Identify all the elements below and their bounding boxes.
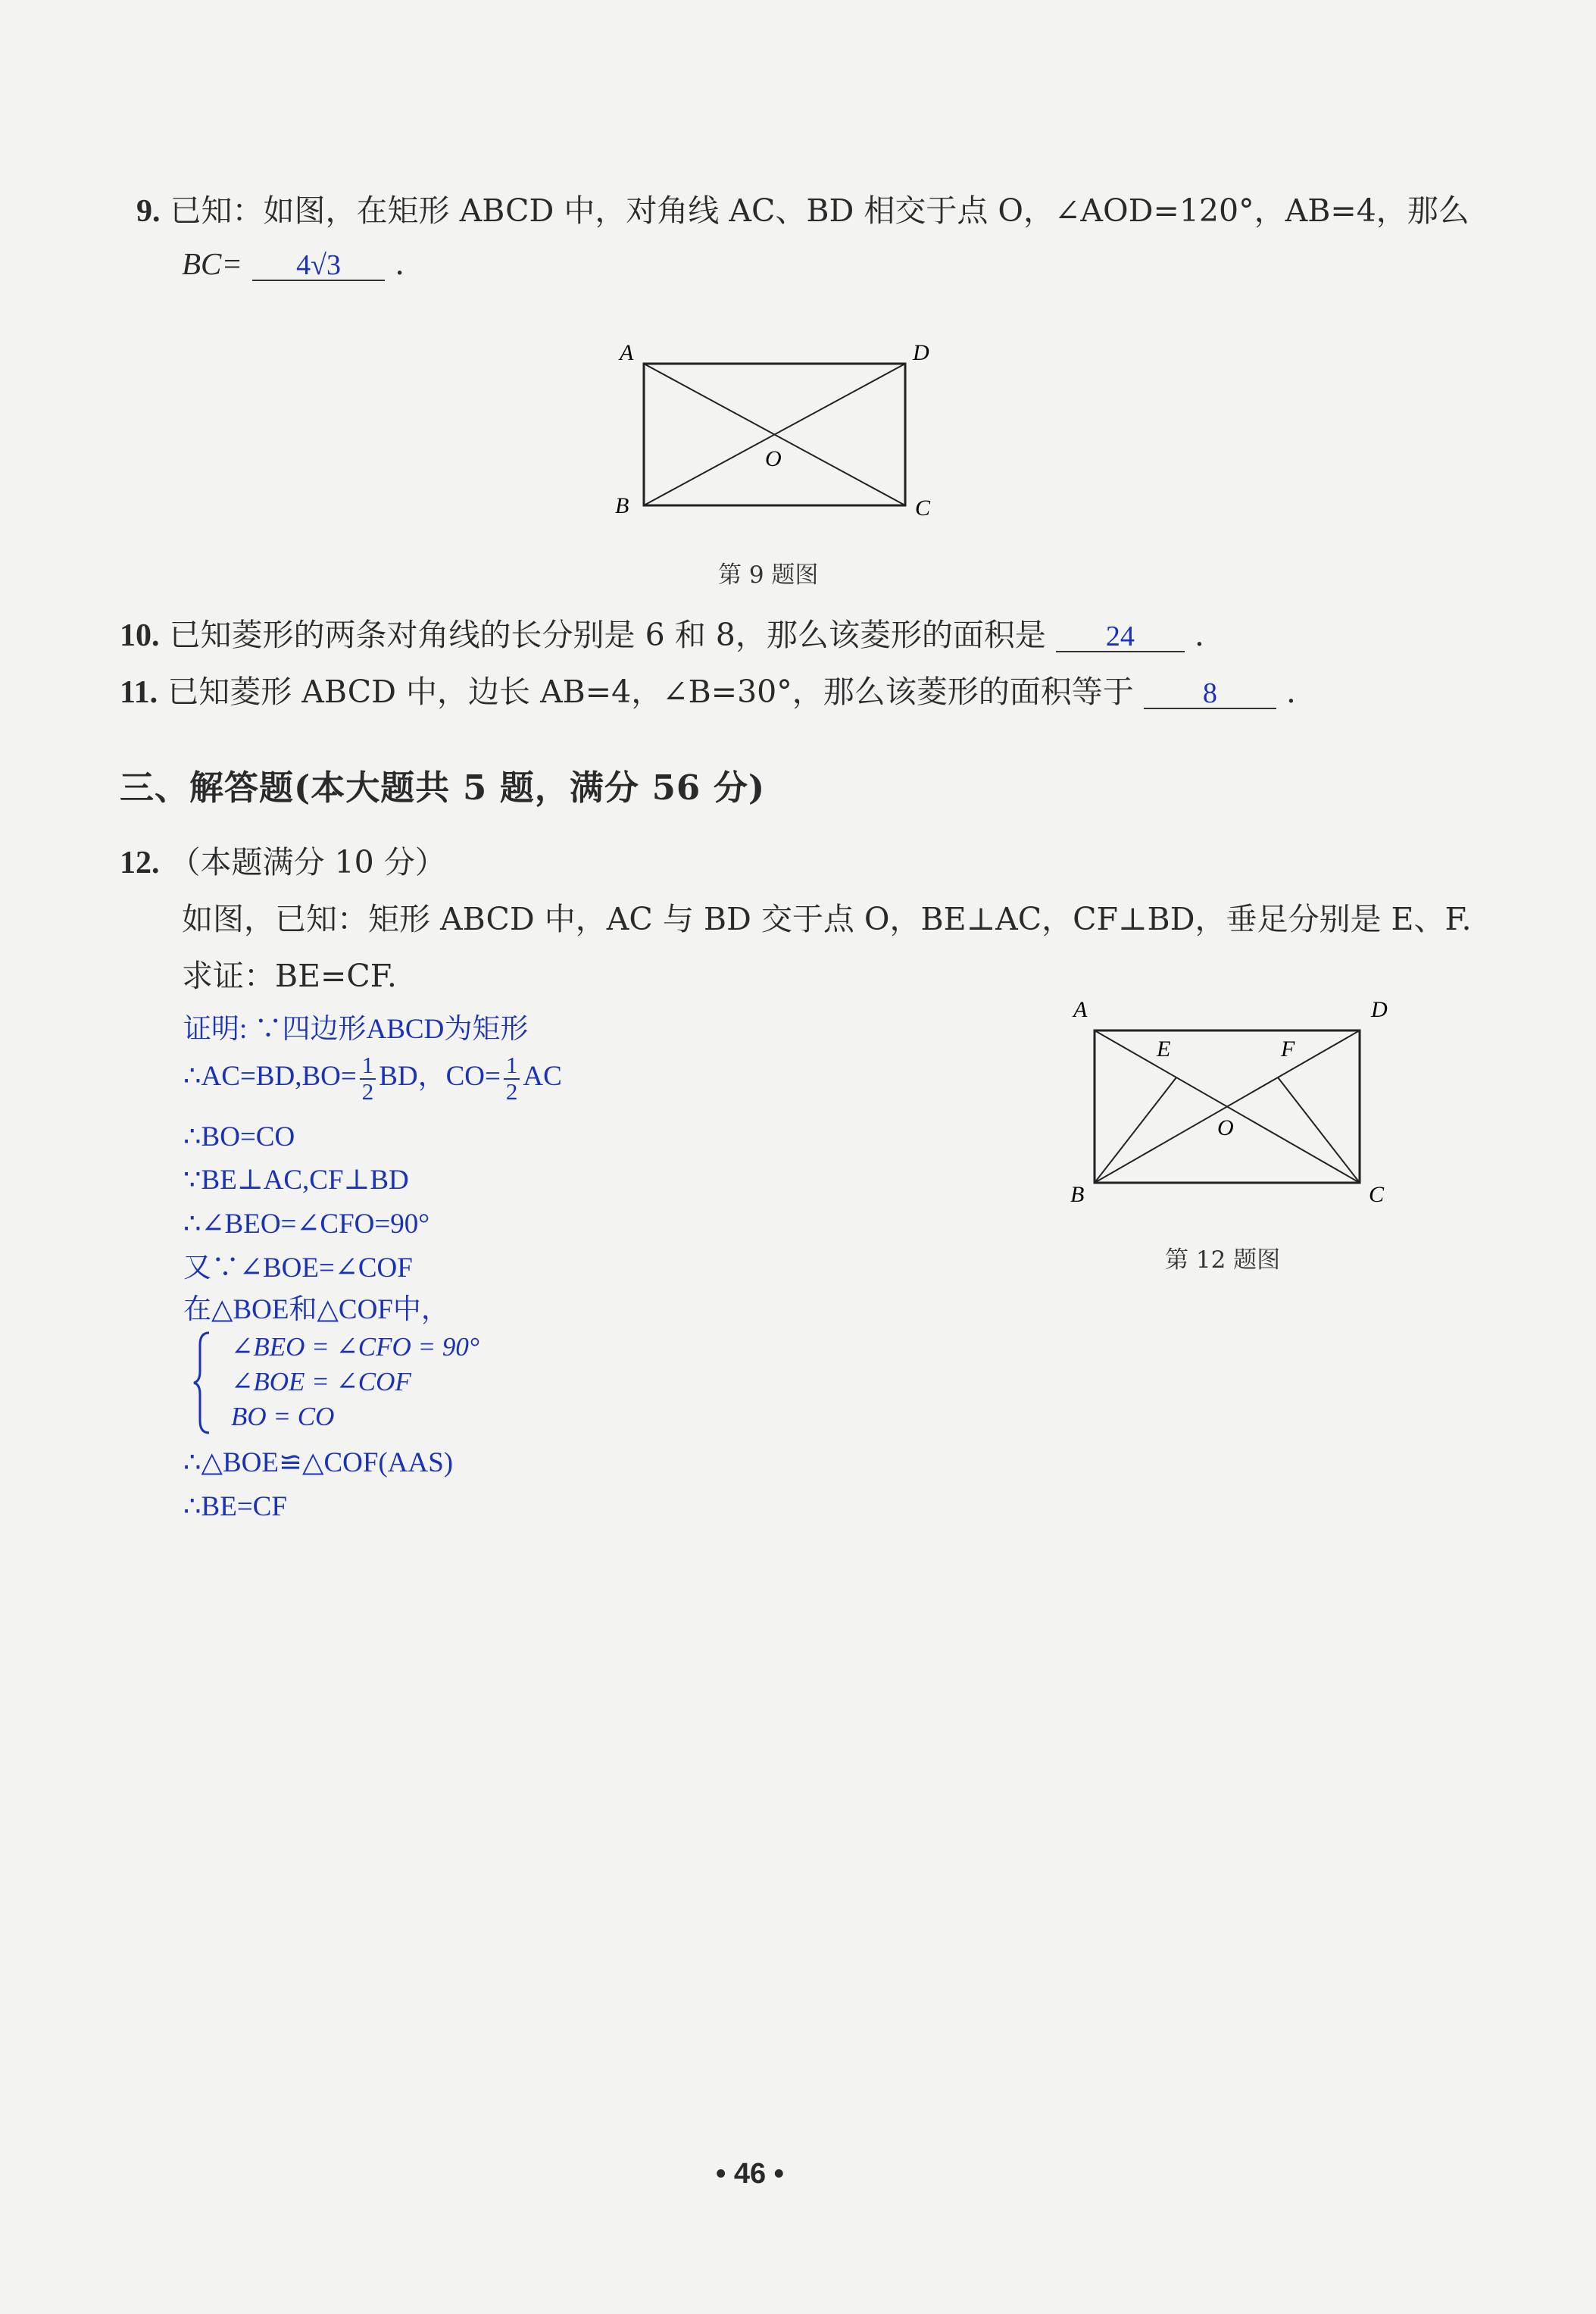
q12-number: 12. — [120, 846, 160, 880]
proof-line-4: ∵BE⊥AC,CF⊥BD — [183, 1165, 409, 1196]
fig12-label-a: A — [1073, 997, 1088, 1022]
figure-9 — [606, 337, 954, 534]
q11-text: 已知菱形 ABCD 中，边长 AB=4，∠B=30°，那么该菱形的面积等于 — [167, 674, 1134, 710]
proof-line-7: 在△BOE和△COF中， — [183, 1294, 449, 1325]
q9-line2-suffix: . — [395, 245, 405, 282]
q10-number: 10. — [120, 618, 160, 653]
fig12-label-c: C — [1369, 1182, 1385, 1207]
brace-line-2: ∠BOE = ∠COF — [231, 1367, 411, 1396]
q11-number: 11. — [120, 675, 158, 710]
q10-text: 已知菱形的两条对角线的长分别是 6 和 8，那么该菱形的面积是 — [169, 617, 1046, 653]
q12-header — [120, 844, 446, 880]
section-3-title: 三、解答题(本大题共 5 题，满分 56 分) — [120, 768, 766, 808]
q9-line2 — [182, 245, 405, 282]
frac1-den: 2 — [361, 1077, 374, 1105]
fig9-label-a: A — [620, 340, 634, 365]
fig9-label-b: B — [615, 493, 629, 518]
proof-line-5: ∴∠BEO=∠CFO=90° — [183, 1209, 430, 1240]
proof-line-2-b: BD，CO= — [379, 1061, 501, 1093]
fig12-label-o: O — [1217, 1115, 1234, 1140]
brace-line-3: BO = CO — [231, 1402, 335, 1431]
proof-line-1: 证明: ∵四边形ABCD为矩形 — [183, 1014, 529, 1045]
fig12-label-b: B — [1070, 1182, 1085, 1207]
proof-line-2-a: ∴AC=BD,BO= — [183, 1061, 357, 1093]
fig12-segment-cf — [1278, 1077, 1360, 1183]
proof-line-9: ∴BE=CF — [183, 1491, 287, 1522]
fraction-half-1 — [360, 1053, 376, 1104]
fig9-label-c: C — [915, 496, 931, 521]
q12-line1: 如图，已知：矩形 ABCD 中，AC 与 BD 交于点 O，BE⊥AC，CF⊥BD，垂足分别是 E、F. — [182, 901, 1472, 937]
frac2-num: 1 — [504, 1053, 520, 1080]
q10 — [120, 617, 1204, 653]
fig12-caption: 第 12 题图 — [1165, 1246, 1281, 1274]
fig9-label-o: O — [765, 446, 782, 471]
brace-line-1: ∠BEO = ∠CFO = 90° — [231, 1332, 479, 1362]
fig12-label-d: D — [1371, 997, 1388, 1022]
q9-answer: 4√3 — [252, 251, 385, 281]
proof-line-2-c: AC — [523, 1061, 562, 1093]
frac1-num: 1 — [360, 1053, 376, 1080]
q12-line2: 求证：BE=CF. — [182, 958, 397, 994]
q9-number: 9. — [136, 194, 161, 229]
q11 — [120, 674, 1296, 710]
q11-answer: 8 — [1144, 679, 1276, 709]
fig9-caption: 第 9 题图 — [718, 561, 819, 589]
q9-line1 — [136, 192, 1470, 229]
fraction-half-2 — [504, 1053, 520, 1104]
proof-line-3: ∴BO=CO — [183, 1121, 295, 1152]
proof-line-2 — [183, 1053, 562, 1104]
q9-text: 已知：如图，在矩形 ABCD 中，对角线 AC、BD 相交于点 O，∠AOD=120°，AB=4，那么 — [170, 192, 1470, 229]
fig12-label-f: F — [1281, 1037, 1295, 1062]
q9-line2-prefix: BC= — [182, 246, 243, 281]
fig12-label-e: E — [1157, 1037, 1171, 1062]
page-number: • 46 • — [716, 2158, 784, 2190]
left-brace — [191, 1330, 214, 1436]
q10-answer: 24 — [1056, 622, 1185, 652]
proof-line-8: ∴△BOE≌△COF(AAS) — [183, 1447, 454, 1478]
fig9-label-d: D — [913, 340, 929, 365]
q11-suffix: . — [1285, 674, 1296, 710]
proof-line-6: 又∵∠BOE=∠COF — [183, 1252, 413, 1284]
frac2-den: 2 — [505, 1077, 518, 1105]
q10-suffix: . — [1194, 617, 1204, 653]
q12-points: （本题满分 10 分） — [169, 844, 446, 880]
fig12-segment-be — [1095, 1077, 1176, 1183]
figure-12 — [1057, 985, 1405, 1227]
